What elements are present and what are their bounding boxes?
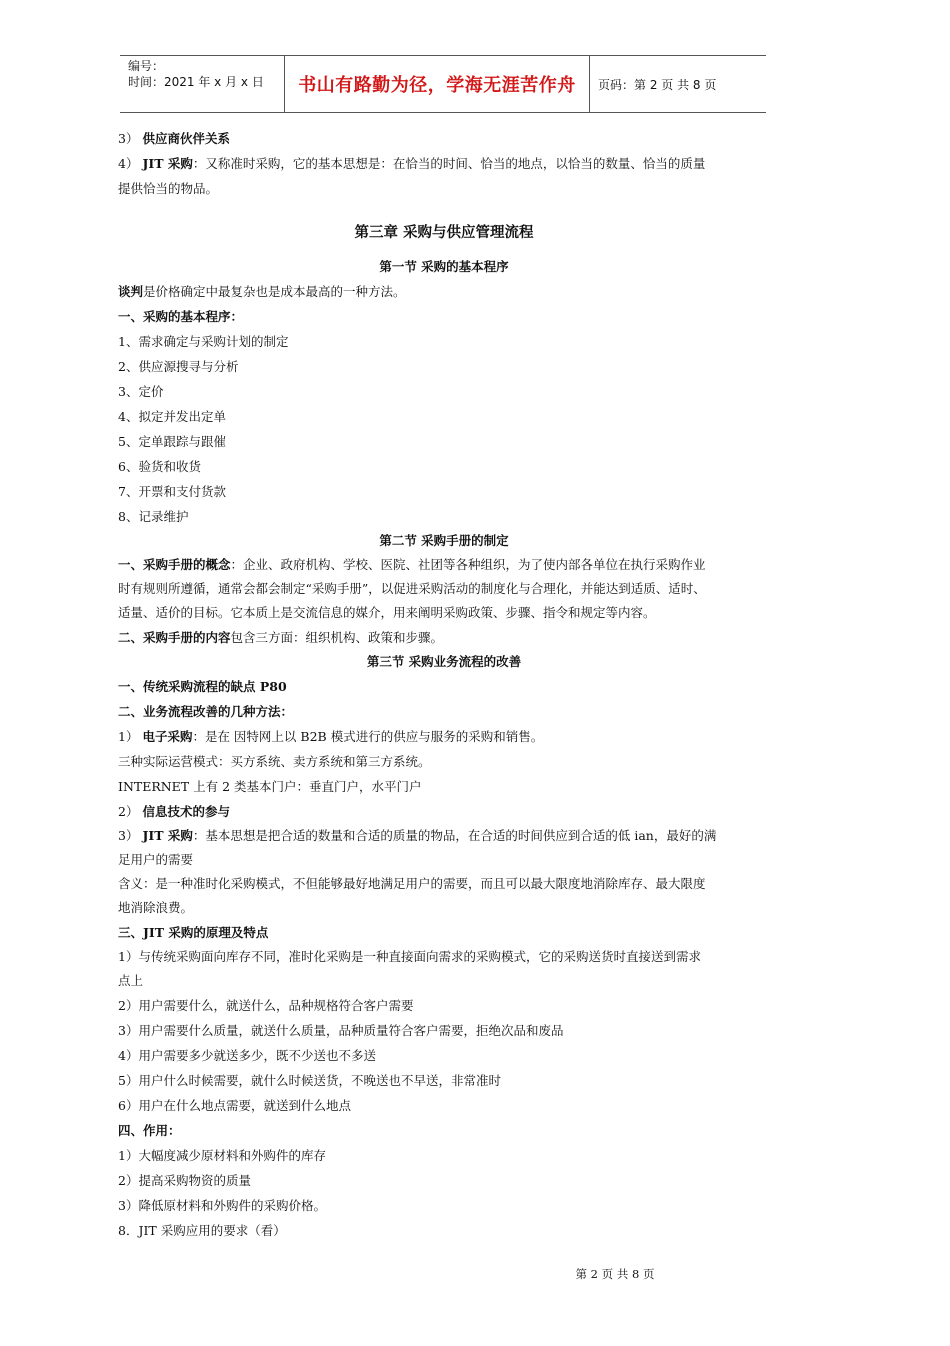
list-item: 4） JIT 采购：又称准时采购，它的基本思想是：在恰当的时间、恰当的地点，以恰当的数量、恰当的质量 [118, 156, 706, 171]
document-body [118, 126, 770, 1243]
list-item: 2） 信息技术的参与 [118, 804, 230, 819]
list-item: 3）用户需要什么质量，就送什么质量，品种质量符合客户需要，拒绝次品和废品 [118, 1023, 564, 1038]
text-line: 二、采购手册的内容包含三方面：组织机构、政策和步骤。 [118, 630, 444, 645]
paragraph: 3） JIT 采购：基本思想是把合适的数量和合适的质量的物品，在合适的时间供应到合适的低 ian，最好的满 足用户的需要 [118, 828, 717, 867]
list-item: 4、拟定并发出定单 [118, 409, 226, 424]
list-item: 3）降低原材料和外购件的采购价格。 [118, 1198, 326, 1213]
subheading: 三、JIT 采购的原理及特点 [118, 925, 269, 940]
subheading: 一、传统采购流程的缺点 P80 [118, 679, 287, 694]
list-item: 8．JIT 采购应用的要求（看） [118, 1223, 286, 1238]
list-item: 8、记录维护 [118, 509, 189, 524]
list-item: 1、需求确定与采购计划的制定 [118, 334, 289, 349]
section-title: 第三节 采购业务流程的改善 [366, 654, 522, 669]
section-title: 第一节 采购的基本程序 [379, 259, 509, 274]
page-header [120, 55, 766, 113]
list-item: 2）用户需要什么，就送什么，品种规格符合客户需要 [118, 998, 414, 1013]
list-item: 7、开票和支付货款 [118, 484, 226, 499]
list-item: 3） 供应商伙伴关系 [118, 131, 230, 146]
list-item: 3、定价 [118, 384, 164, 399]
list-item: 4）用户需要多少就送多少，既不少送也不多送 [118, 1048, 376, 1063]
chapter-title: 第三章 采购与供应管理流程 [354, 224, 534, 241]
list-item: 5）用户什么时候需要，就什么时候送货，不晚送也不早送，非常准时 [118, 1073, 501, 1088]
text-line: 谈判是价格确定中最复杂也是成本最高的一种方法。 [118, 284, 406, 299]
header-motto: 书山有路勤为径，学海无涯苦作舟 [285, 56, 590, 112]
list-item: 6、验货和收货 [118, 459, 201, 474]
number-label: 编号： [128, 59, 165, 73]
subheading: 四、作用： [118, 1123, 181, 1138]
paragraph: 1）与传统采购面向库存不同，准时化采购是一种直接面向需求的采购模式，它的采购送货时直接送到需求 点上 [118, 949, 701, 988]
header-info [120, 56, 285, 112]
page-footer: 第 2 页 共 8 页 [575, 1267, 655, 1281]
text-line: 三种实际运营模式：买方系统、卖方系统和第三方系统。 [118, 754, 431, 769]
section-title: 第二节 采购手册的制定 [379, 533, 509, 548]
subheading: 二、业务流程改善的几种方法： [118, 704, 294, 719]
list-item: 2）提高采购物资的质量 [118, 1173, 251, 1188]
list-item: 1） 电子采购：是在 因特网上以 B2B 模式进行的供应与服务的采购和销售。 [118, 729, 544, 744]
time-label: 时间：2021 年 x 月 x 日 [128, 75, 264, 89]
text-line: INTERNET 上有 2 类基本门户：垂直门户，水平门户 [118, 779, 422, 794]
list-item: 2、供应源搜寻与分析 [118, 359, 239, 374]
paragraph: 含义：是一种准时化采购模式，不但能够最好地满足用户的需要，而且可以最大限度地消除库存、最大限度 地消除浪费。 [118, 876, 706, 915]
text-line: 提供恰当的物品。 [118, 181, 219, 196]
paragraph: 一、采购手册的概念：企业、政府机构、学校、医院、社团等各种组织，为了使内部各单位在执行采购作业 时有规则所遵循，通常会都会制定“采购手册”，以促进采购活动的制度化与合理化，并能达到适质、适时、 适量、适价的目标。它本质上是交流信息的媒介，用来阐明采购政策、步骤、指令和规定等内容。 [118, 557, 706, 620]
list-item: 1）大幅度减少原材料和外购件的库存 [118, 1148, 326, 1163]
subheading: 一、采购的基本程序： [118, 309, 244, 324]
header-page-label: 页码：第 2 页 共 8 页 [598, 77, 717, 92]
list-item: 6）用户在什么地点需要，就送到什么地点 [118, 1098, 351, 1113]
list-item: 5、定单跟踪与跟催 [118, 434, 226, 449]
